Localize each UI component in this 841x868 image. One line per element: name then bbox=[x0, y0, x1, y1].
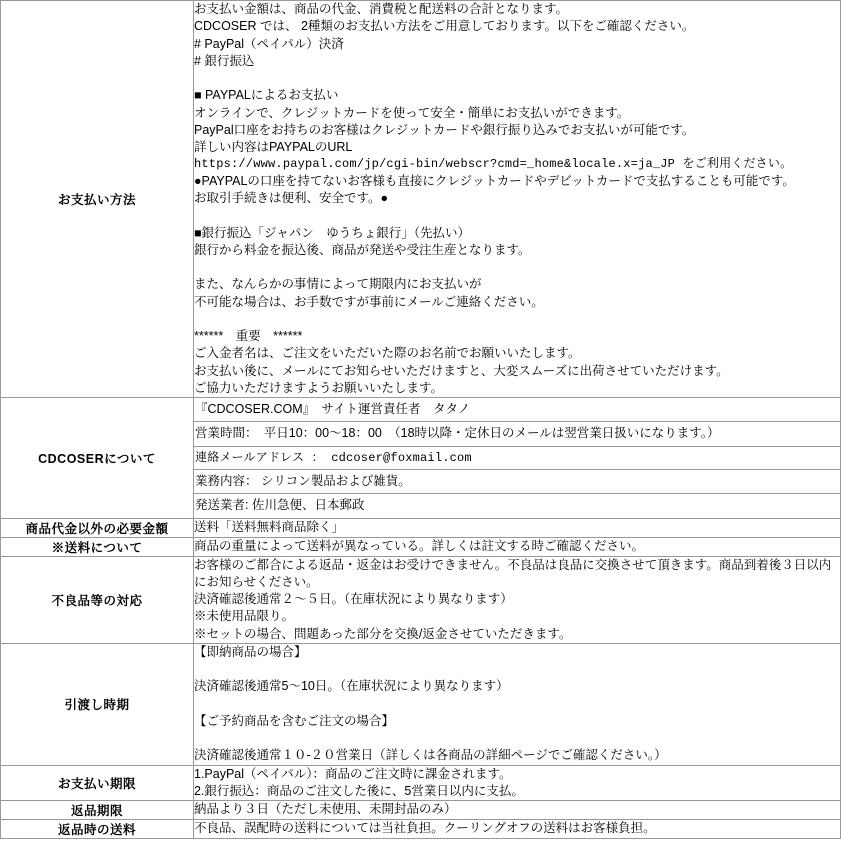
row-value-return-deadline bbox=[194, 801, 841, 820]
spacer bbox=[194, 259, 840, 276]
about-line-email: 連絡メールアドレス ： cdcoser@foxmail.com bbox=[194, 446, 840, 470]
text-line: 2.銀行振込：商品のご注文した後に、5営業日以内に支払。 bbox=[194, 783, 524, 798]
about-sub-row bbox=[194, 446, 840, 470]
text-line: # 銀行振込 bbox=[194, 53, 255, 68]
row-value-defective-handling bbox=[194, 556, 841, 643]
paypal-url-line: https://www.paypal.com/jp/cgi-bin/webscr?cmd=_home&locale.x=ja_JP をご利用ください。 bbox=[194, 157, 793, 172]
spacer bbox=[194, 207, 840, 224]
about-sub-table bbox=[194, 398, 840, 518]
about-line-shipping-carrier: 発送業者: 佐川急便、日本郵政 bbox=[195, 498, 365, 513]
spacer bbox=[194, 661, 840, 678]
text-line: 1.PayPal（ペイパル）：商品のご注文時に課金されます。 bbox=[194, 766, 512, 781]
text-line: ■銀行振込「ジャパン ゆうちょ銀行」（先払い） bbox=[194, 225, 471, 240]
about-sub-body bbox=[194, 398, 840, 518]
about-line-business: 業務内容： シリコン製品および雑貨。 bbox=[194, 470, 840, 494]
text-line: 【ご予約商品を含むご注文の場合】 bbox=[194, 713, 395, 728]
row-label-return-shipping: 返品時の送料 bbox=[1, 820, 194, 839]
spacer bbox=[194, 730, 840, 747]
about-sub-row bbox=[194, 494, 840, 518]
table-body bbox=[1, 1, 841, 839]
table-row bbox=[1, 1, 841, 398]
text-line: お取引手続きは便利、安全です。● bbox=[194, 191, 389, 206]
table-row bbox=[1, 820, 841, 839]
row-label-payment-method: お支払い方法 bbox=[1, 1, 194, 398]
table-row bbox=[1, 537, 841, 556]
row-label-return-deadline: 返品期限 bbox=[1, 801, 194, 820]
text-line: ●PAYPALの口座を持てないお客様も直接にクレジットカードやデビットカードで支払することも可能です。 bbox=[194, 173, 795, 188]
row-value-about-cdcoser bbox=[194, 398, 841, 519]
text-line: ****** 重要 ****** bbox=[194, 329, 303, 344]
text-line: 決済確認後通常２～５日。（在庫状況により異なります） bbox=[194, 592, 513, 607]
text-line: お支払い金額は、商品の代金、消費税と配送料の合計となります。 bbox=[194, 2, 569, 16]
text-line: 不可能な場合は、お手数ですが事前にメールご連絡ください。 bbox=[194, 294, 544, 309]
table-row bbox=[1, 518, 841, 537]
text-line: ご入金者名は、ご注文をいただいた際のお名前でお願いいたします。 bbox=[194, 346, 581, 361]
spacer bbox=[194, 696, 840, 713]
table-row bbox=[1, 556, 841, 643]
text-line: 不良品、誤配時の送料については当社負担。クーリングオフの送料はお客様負担。 bbox=[194, 821, 656, 836]
about-line-manager: 『CDCOSER.COM』 サイト運営責任者 タタノ bbox=[194, 398, 840, 422]
row-value-shipping-note bbox=[194, 537, 841, 556]
row-value-extra-fees bbox=[194, 518, 841, 537]
text-line: また、なんらかの事情によって期限内にお支払いが bbox=[194, 277, 482, 292]
text-line: お支払い後に、メールにてお知らせいただけますと、大変スムーズに出荷させていただけます。 bbox=[194, 363, 729, 378]
about-sub-row bbox=[194, 470, 840, 494]
text-line: ※セットの場合、問題あった部分を交換/返金させていただきます。 bbox=[194, 626, 572, 641]
text-line: 決済確認後通常１０-２０営業日（詳しくは各商品の詳細ページでご確認ください。） bbox=[194, 748, 667, 763]
row-value-return-shipping bbox=[194, 820, 841, 839]
text-line: 商品の重量によって送料が異なっている。詳しくは註文する時ご確認ください。 bbox=[194, 538, 645, 553]
text-line: 送料「送料無料商品除く」 bbox=[194, 519, 345, 534]
text-line: 納品より３日（ただし未使用、未開封品のみ） bbox=[194, 802, 457, 817]
text-line: 銀行から料金を振込後、商品が発送や受注生産となります。 bbox=[194, 242, 531, 257]
about-sub-row bbox=[194, 398, 840, 422]
row-label-payment-deadline: お支払い期限 bbox=[1, 765, 194, 801]
row-label-defective-handling: 不良品等の対応 bbox=[1, 556, 194, 643]
table-row bbox=[1, 398, 841, 519]
row-label-extra-fees: 商品代金以外の必要金額 bbox=[1, 518, 194, 537]
spacer bbox=[194, 70, 840, 87]
spacer bbox=[194, 311, 840, 328]
row-value-payment-deadline bbox=[194, 765, 841, 801]
text-line: PayPal口座をお持ちのお客様はクレジットカードや銀行振り込みでお支払いが可能です。 bbox=[194, 122, 695, 137]
text-line: ※未使用品限り。 bbox=[194, 609, 295, 624]
about-line-hours: 営業時間： 平日10：00～18：00 （18時以降・定休日のメールは翌営業日扱いになります。） bbox=[194, 422, 840, 446]
text-line: 決済確認後通常5～10日。（在庫状況により異なります） bbox=[194, 679, 509, 694]
text-line: オンラインで、クレジットカードを使って安全・簡単にお支払いができます。 bbox=[194, 105, 630, 120]
row-label-shipping-note: ※送料について bbox=[1, 537, 194, 556]
about-sub-row bbox=[194, 422, 840, 446]
row-label-delivery-time: 引渡し時期 bbox=[1, 643, 194, 765]
table-row bbox=[1, 643, 841, 765]
text-line: 詳しい内容はPAYPALのURL bbox=[194, 140, 353, 154]
text-line: 【即納商品の場合】 bbox=[194, 644, 307, 659]
text-line: ■ PAYPALによるお支払い bbox=[194, 88, 339, 103]
row-label-about-cdcoser: CDCOSERについて bbox=[1, 398, 194, 519]
text-line: お客様のご都合による返品・返金はお受けできません。不良品は良品に交換させて頂きます。商品到着後３日以内にお知らせください。 bbox=[194, 557, 832, 589]
text-line: CDCOSER では、 2種類のお支払い方法をご用意しております。以下をご確認ください。 bbox=[194, 19, 695, 34]
row-value-payment-method bbox=[194, 1, 841, 398]
text-line: ご協力いただけますようお願いいたします。 bbox=[194, 380, 444, 395]
table-row bbox=[1, 765, 841, 801]
table-row bbox=[1, 801, 841, 820]
row-value-delivery-time bbox=[194, 643, 841, 765]
text-line: # PayPal（ペイパル）決済 bbox=[194, 36, 344, 51]
